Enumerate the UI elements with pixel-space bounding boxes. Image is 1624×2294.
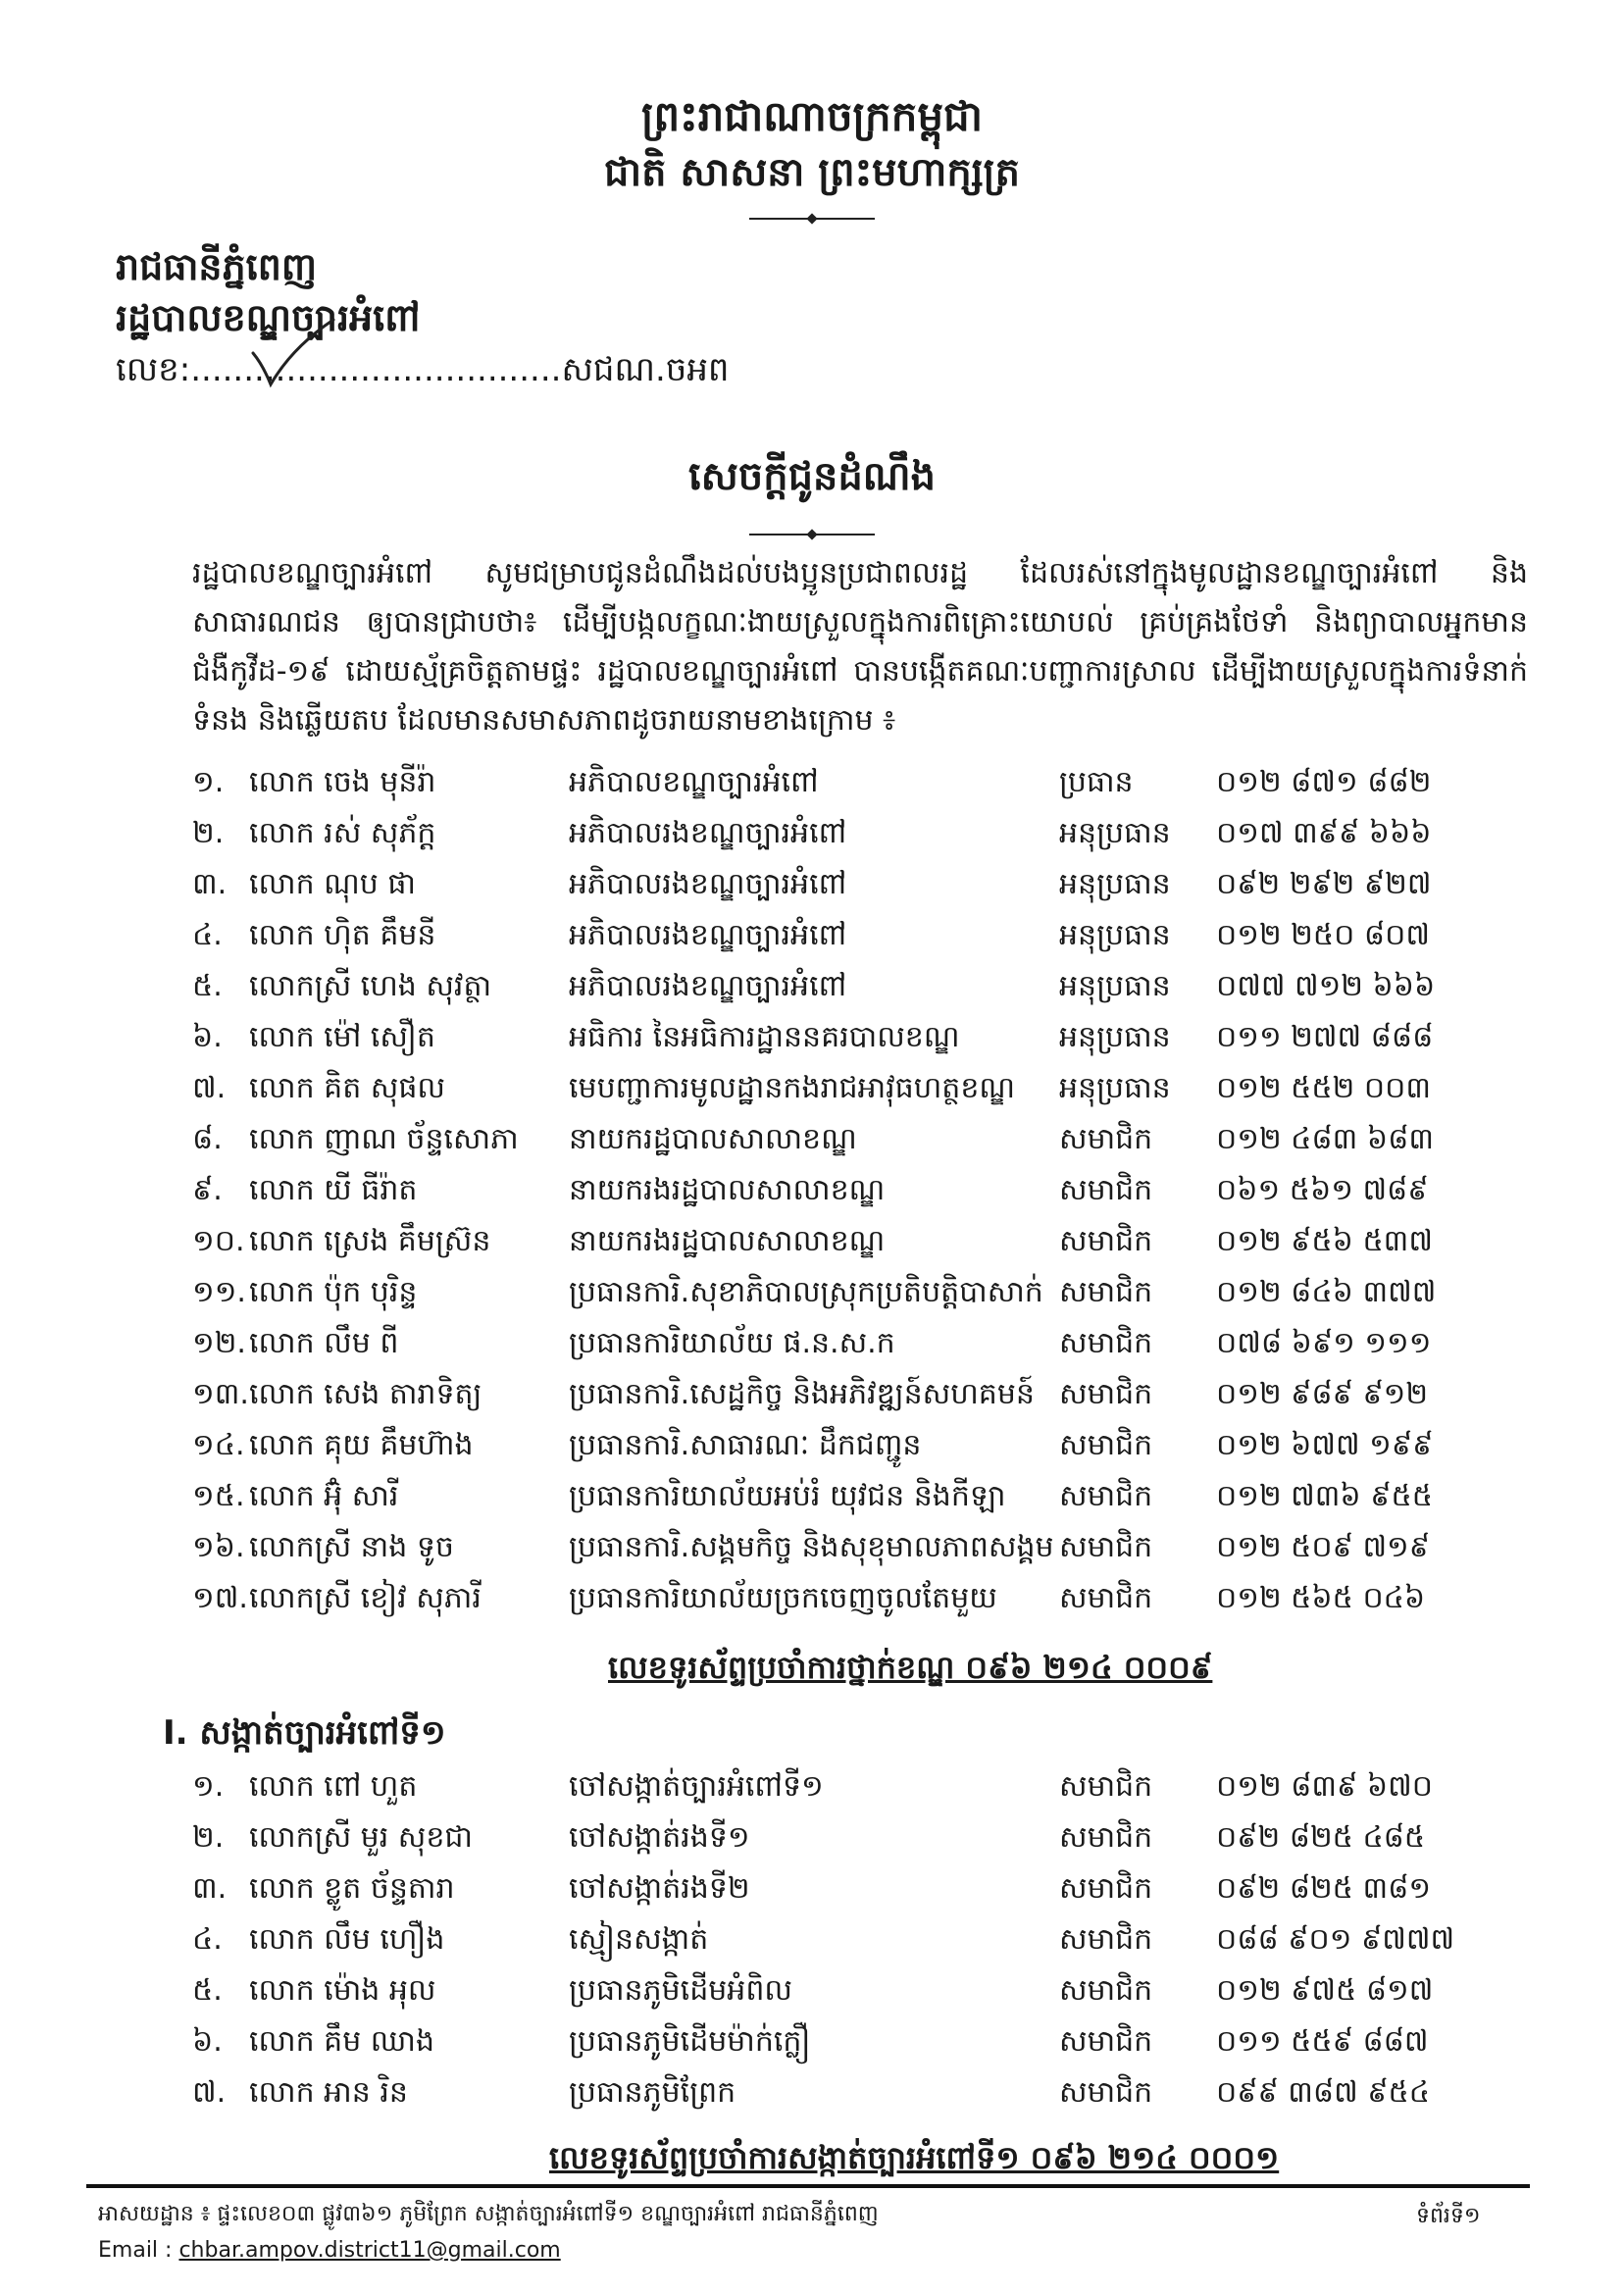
member-position: ស្មៀនសង្កាត់ [569, 1922, 709, 1957]
member-role: សមាជិក [1059, 1922, 1153, 1957]
member-phone: ០១២ ៥០៩ ៧១៩ [1216, 1530, 1430, 1564]
member-row [0, 1273, 1624, 1322]
member-phone: ០៩២ ២៩២ ៩២៧ [1216, 867, 1432, 901]
member-number: ១០. [192, 1224, 245, 1258]
district-hotline: លេខទូរស័ព្ទប្រចាំការថ្នាក់ខណ្ឌ ០៩៦ ២១៤ ០០០៩ [608, 1649, 1213, 1686]
member-number: ៨. [192, 1122, 223, 1156]
sangkat-heading: I. សង្កាត់ច្បារអំពៅទី១ [163, 1713, 446, 1753]
member-position: ចៅសង្កាត់រងទី១ [569, 1820, 750, 1855]
reference-suffix: សជណ.ចអព [561, 350, 730, 389]
member-number: ៩. [192, 1173, 223, 1207]
member-position: ប្រធានការិ.សាធារណៈ ដឹកជញ្ជូន [569, 1428, 922, 1462]
member-row [0, 1818, 1624, 1867]
member-row [0, 763, 1624, 812]
reference-dots: ................................... [190, 350, 562, 389]
member-phone: ០១១ ៥៥៩ ៨៨៧ [1216, 2024, 1429, 2059]
member-position: ប្រធានភូមិព្រែក [569, 2075, 736, 2110]
member-phone: ០១២ ៨៧១ ៨៨២ [1216, 765, 1432, 799]
member-number: ១១. [192, 1275, 246, 1309]
member-number: ១. [192, 765, 225, 799]
member-name: លោក រស់ សុភ័ក្ត [249, 816, 436, 850]
member-name: លោក ម៉ោង អុល [249, 1973, 436, 2008]
member-row [0, 1324, 1624, 1373]
member-number: ១៧. [192, 1581, 248, 1615]
member-number: ១៥. [192, 1479, 245, 1513]
district-admin-name: រដ្ឋបាលខណ្ឌច្បារអំពៅ [116, 296, 421, 339]
member-number: ៥. [192, 1973, 223, 2008]
member-role: សមាជិក [1059, 1173, 1153, 1207]
member-position: ប្រធានការិយាល័យ ផ.ន.ស.ក [569, 1326, 895, 1360]
member-row [0, 1120, 1624, 1169]
member-name: លោកស្រី នាង ទូច [249, 1530, 454, 1564]
footer-rule [86, 2184, 1530, 2188]
member-phone: ០៨៨ ៩០១ ៩៧៧៧ [1216, 1922, 1455, 1957]
member-position: អភិបាលរងខណ្ឌច្បារអំពៅ [569, 969, 847, 1003]
member-phone: ០១២ ៨៣៩ ៦៧០ [1216, 1769, 1433, 1804]
member-position: មេបញ្ជាការមូលដ្ឋានកងរាជអាវុធហត្ថខណ្ឌ [569, 1071, 1015, 1105]
reference-number [116, 348, 730, 397]
member-phone: ០១២ ៥៦៥ ០៤៦ [1216, 1581, 1426, 1615]
member-row [0, 1767, 1624, 1816]
member-role: សមាជិក [1059, 1479, 1153, 1513]
member-role: សមាជិក [1059, 1581, 1153, 1615]
member-phone: ០១១ ២៧៧ ៨៨៨ [1216, 1020, 1434, 1054]
national-motto: ជាតិ សាសនា ព្រះមហាក្សត្រ [604, 150, 1020, 195]
member-position: ប្រធានការិ.សុខាភិបាលស្រុកប្រតិបត្តិបាសាក់ [569, 1275, 1043, 1309]
member-position: ចៅសង្កាត់ច្បារអំពៅទី១ [569, 1769, 824, 1804]
member-name: លោក គិត សុផល [249, 1071, 445, 1105]
member-name: លោក ញាណ ច័ន្ទសោភា [249, 1122, 519, 1156]
member-phone: ០៩២ ៨២៥ ៣៨១ [1216, 1871, 1432, 1906]
footer-email [98, 2238, 561, 2263]
member-name: លោកស្រី មួរ សុខជា [249, 1820, 473, 1855]
member-phone: ០៧៧ ៧១២ ៦៦៦ [1216, 969, 1436, 1003]
member-name: លោកស្រី ខៀវ សុភារី [249, 1581, 482, 1615]
member-role: សមាជិក [1059, 1973, 1153, 2008]
capital-name: រាជធានីភ្នំពេញ [116, 245, 318, 288]
member-number: ១២. [192, 1326, 246, 1360]
member-number: ៥. [192, 969, 223, 1003]
member-position: ប្រធានការិយាល័យច្រកចេញចូលតែមួយ [569, 1581, 997, 1615]
member-row [0, 1528, 1624, 1577]
member-name: លោក លឹម ហឿង [249, 1922, 445, 1957]
member-number: ៦. [192, 1020, 223, 1054]
member-phone: ០១២ ៨៤៦ ៣៧៧ [1216, 1275, 1437, 1309]
member-row [0, 1579, 1624, 1628]
member-position: អភិបាលខណ្ឌច្បារអំពៅ [569, 765, 819, 799]
footer-address: អាសយដ្ឋាន ៖ ផ្ទះលេខ០៣ ផ្លូវ៣៦១ ភូមិព្រែក សង្កាត់ច្បារអំពៅទី១ ខណ្ឌច្បារអំពៅ រាជធានីភ្នំពេញ [98, 2202, 879, 2226]
member-name: លោក សេង តារាទិត្យ [249, 1377, 482, 1411]
member-phone: ០១២ ៧៣៦ ៩៥៥ [1216, 1479, 1433, 1513]
member-row [0, 2022, 1624, 2071]
member-number: ៧. [192, 1071, 227, 1105]
member-position: ប្រធានការិ.សេដ្ឋកិច្ច និងអភិវឌ្ឍន៍សហគមន៍ [569, 1377, 1035, 1411]
member-name: លោក ម៉ៅ សឿត [249, 1020, 435, 1054]
member-role: សមាជិក [1059, 1871, 1153, 1906]
member-name: លោក យី ធីរ៉ាត [249, 1173, 418, 1207]
sangkat-hotline: លេខទូរស័ព្ទប្រចាំការសង្កាត់ច្បារអំពៅទី១ ០៩៦ ២១៤ ០០០១ [549, 2139, 1280, 2176]
member-row [0, 967, 1624, 1016]
title-ornament [749, 534, 875, 535]
member-name: លោក ចេង មុនីរ៉ា [249, 765, 436, 799]
member-number: ៣. [192, 1871, 228, 1906]
member-row [0, 1426, 1624, 1475]
member-phone: ០១២ ៩៨៩ ៩១២ [1216, 1377, 1429, 1411]
member-row [0, 1477, 1624, 1526]
member-phone: ០១២ ៩៧៥ ៨១៧ [1216, 1973, 1434, 2008]
member-name: លោកស្រី ហេង សុវត្ថា [249, 969, 492, 1003]
member-row [0, 1018, 1624, 1067]
member-row [0, 1920, 1624, 1969]
member-position: អភិបាលរងខណ្ឌច្បារអំពៅ [569, 867, 847, 901]
member-row [0, 1375, 1624, 1424]
member-role: អនុប្រធាន [1059, 867, 1171, 901]
member-phone: ០១២ ២៥០ ៨០៧ [1216, 918, 1430, 952]
member-phone: ០៧៨ ៦៩១ ១១១ [1216, 1326, 1432, 1360]
email-link[interactable]: chbar.ampov.district11@gmail.com [178, 2238, 561, 2263]
member-number: ៦. [192, 2024, 223, 2059]
member-position: អភិបាលរងខណ្ឌច្បារអំពៅ [569, 918, 847, 952]
header-ornament [749, 218, 875, 220]
member-phone: ០៩២ ៨២៥ ៤៨៥ [1216, 1820, 1426, 1855]
member-name: លោក លឹម ពី [249, 1326, 399, 1360]
member-phone: ០៩៩ ៣៨៧ ៩៥៤ [1216, 2075, 1430, 2110]
member-row [0, 1222, 1624, 1271]
member-position: អធិការ នៃអធិការដ្ឋាននគរបាលខណ្ឌ [569, 1020, 960, 1054]
member-number: ១៦. [192, 1530, 245, 1564]
member-row [0, 916, 1624, 965]
member-role: សមាជិក [1059, 1377, 1153, 1411]
member-number: ២. [192, 816, 225, 850]
member-role: សមាជិក [1059, 2075, 1153, 2110]
notice-title: សេចក្តីជូនដំណឹង [688, 454, 936, 499]
member-phone: ០១២ ៤៨៣ ៦៨៣ [1216, 1122, 1434, 1156]
email-label: Email : [98, 2238, 173, 2263]
member-position: ចៅសង្កាត់រងទី២ [569, 1871, 750, 1906]
member-role: ប្រធាន [1059, 765, 1134, 799]
member-role: សមាជិក [1059, 1820, 1153, 1855]
member-position: ប្រធានការិ.សង្គមកិច្ច និងសុខុមាលភាពសង្គម [569, 1530, 1054, 1564]
handwritten-check-mark [249, 314, 337, 392]
member-name: លោក ប៉ុក បុរិន្ទ [249, 1275, 418, 1309]
member-name: លោក អាន រិន [249, 2075, 408, 2110]
member-role: សមាជិក [1059, 1275, 1153, 1309]
member-position: ប្រធានការិយាល័យអប់រំ យុវជន និងកីឡា [569, 1479, 1006, 1513]
member-number: ១. [192, 1769, 225, 1804]
member-phone: ០១២ ៦៧៧ ១៩៩ [1216, 1428, 1434, 1462]
member-role: អនុប្រធាន [1059, 1020, 1171, 1054]
member-name: លោក ស្រេង គឹមស្រ៊ន [249, 1224, 491, 1258]
member-number: ៤. [192, 1922, 223, 1957]
member-row [0, 2073, 1624, 2122]
member-position: ប្រធានភូមិដើមអំពិល [569, 1973, 792, 2008]
member-row [0, 1069, 1624, 1118]
member-role: សមាជិក [1059, 1224, 1153, 1258]
member-role: សមាជិក [1059, 1769, 1153, 1804]
member-name: លោក អ៊ុំ សារី [249, 1479, 399, 1513]
member-number: ៤. [192, 918, 223, 952]
member-row [0, 1171, 1624, 1220]
member-row [0, 1869, 1624, 1918]
member-role: សមាជិក [1059, 1122, 1153, 1156]
member-name: លោក ណុប ផា [249, 867, 416, 901]
member-role: អនុប្រធាន [1059, 1071, 1171, 1105]
member-position: ប្រធានភូមិដើមម៉ាក់ក្លឿ [569, 2024, 811, 2059]
page-number: ទំព័រទី១ [1416, 2204, 1481, 2228]
member-position: នាយករដ្ឋបាលសាលាខណ្ឌ [569, 1122, 857, 1156]
member-phone: ០១៧ ៣៩៩ ៦៦៦ [1216, 816, 1432, 850]
member-phone: ០១២ ៥៥២ ០០៣ [1216, 1071, 1432, 1105]
member-number: ១៤. [192, 1428, 245, 1462]
member-number: ២. [192, 1820, 225, 1855]
kingdom-title: ព្រះរាជាណាចក្រកម្ពុជា [640, 92, 984, 140]
reference-label: លេខ: [116, 350, 191, 389]
member-role: សមាជិក [1059, 1428, 1153, 1462]
member-row [0, 865, 1624, 914]
member-position: អភិបាលរងខណ្ឌច្បារអំពៅ [569, 816, 847, 850]
notice-body: រដ្ឋបាលខណ្ឌច្បារអំពៅ សូមជម្រាបជូនដំណឹងដល់បងប្អូនប្រជាពលរដ្ឋ ដែលរស់នៅក្នុងមូលដ្ឋានខណ្ឌច្បារអំពៅ និងសាធារណជន ឲ្យបានជ្រាបថា៖ ដើម្បីបង្កលក្ខណៈងាយស្រួលក្នុងការពិគ្រោះយោបល់ គ្រប់គ្រងថែទាំ និងព្យាបាលអ្នកមានជំងឺកូវីដ-១៩ ដោយស្ម័គ្រចិត្តតាមផ្ទះ រដ្ឋបាលខណ្ឌច្បារអំពៅ បានបង្កើតគណៈបញ្ជាការស្រាល ដើម្បីងាយស្រួលក្នុងការទំនាក់ទំនង និងឆ្លើយតប ដែលមានសមាសភាពដូចរាយនាមខាងក្រោម ៖ [192, 556, 1528, 738]
member-number: ១៣. [192, 1377, 249, 1411]
member-row [0, 1971, 1624, 2020]
member-phone: ០១២ ៩៥៦ ៥៣៧ [1216, 1224, 1433, 1258]
member-position: នាយករងរដ្ឋបាលសាលាខណ្ឌ [569, 1224, 886, 1258]
member-name: លោក ខ្លូត ច័ន្ទតារា [249, 1871, 455, 1906]
member-row [0, 814, 1624, 863]
member-role: អនុប្រធាន [1059, 969, 1171, 1003]
member-number: ៣. [192, 867, 228, 901]
member-name: លោក គុយ គឹមហ៊ាង [249, 1428, 474, 1462]
member-phone: ០៦១ ៥៦១ ៧៨៩ [1216, 1173, 1429, 1207]
member-role: សមាជិក [1059, 1326, 1153, 1360]
member-role: សមាជិក [1059, 2024, 1153, 2059]
member-name: លោក ពៅ ហួត [249, 1769, 418, 1804]
member-name: លោក គឹម ឈាង [249, 2024, 434, 2059]
member-role: អនុប្រធាន [1059, 816, 1171, 850]
member-name: លោក ហ៊ិត គឹមនី [249, 918, 436, 952]
member-position: នាយករងរដ្ឋបាលសាលាខណ្ឌ [569, 1173, 886, 1207]
member-role: អនុប្រធាន [1059, 918, 1171, 952]
member-role: សមាជិក [1059, 1530, 1153, 1564]
member-number: ៧. [192, 2075, 227, 2110]
